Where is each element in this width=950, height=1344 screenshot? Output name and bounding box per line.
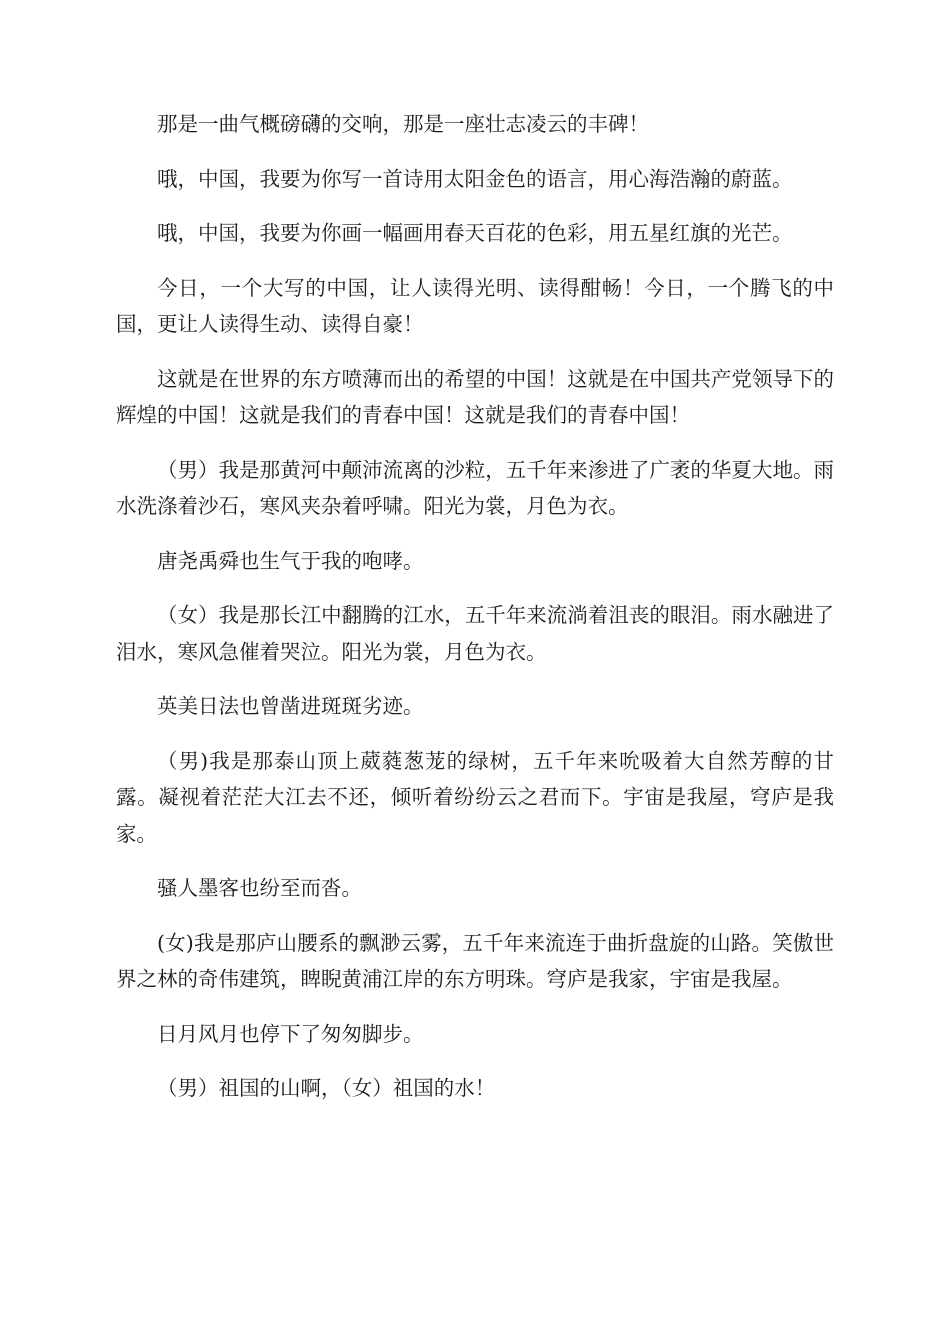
paragraph: 这就是在世界的东方喷薄而出的希望的中国！这就是在中国共产党领导下的辉煌的中国！这就是我们的青春中国！这就是我们的青春中国！ [116,366,834,427]
paragraph: （女）我是那长江中翻腾的江水，五千年来流淌着沮丧的眼泪。雨水融进了泪水，寒风急催着哭泣。阳光为裳，月色为衣。 [116,603,834,664]
paragraph: （男）祖国的山啊，（女）祖国的水！ [157,1076,496,1100]
paragraph: 唐尧禹舜也生气于我的咆哮。 [157,548,424,573]
paragraph: 英美日法也曾凿进斑斑劣迹。 [157,694,424,718]
paragraph: 今日，一个大写的中国，让人读得光明、读得酣畅！今日，一个腾飞的中国，更让人读得生动、读得自豪！ [116,275,834,336]
paragraph: 哦，中国，我要为你画一幅画用春天百花的色彩，用五星红旗的光芒。 [157,221,793,245]
paragraph: 骚人墨客也纷至而沓。 [157,876,362,900]
paragraph: 日月风月也停下了匆匆脚步。 [157,1021,424,1046]
paragraph: (女)我是那庐山腰系的飘渺云雾，五千年来流连于曲折盘旋的山路。笑傲世界之林的奇伟建筑，睥睨黄浦江岸的东方明珠。穹庐是我家，宇宙是我屋。 [116,930,834,991]
document-body [116,106,834,1125]
paragraph: 哦，中国，我要为你写一首诗用太阳金色的语言，用心海浩瀚的蔚蓝。 [157,166,793,191]
paragraph: （男）我是那黄河中颠沛流离的沙粒，五千年来渗进了广袤的华夏大地。雨水洗涤着沙石，寒风夹杂着呼啸。阳光为裳，月色为衣。 [116,457,834,518]
paragraph: 那是一曲气概磅礴的交响，那是一座壮志凌云的丰碑！ [157,112,649,136]
paragraph: （男)我是那泰山顶上葳蕤葱茏的绿树，五千年来吮吸着大自然芳醇的甘露。凝视着茫茫大江去不还，倾听着纷纷云之君而下。宇宙是我屋，穹庐是我家。 [116,748,834,846]
